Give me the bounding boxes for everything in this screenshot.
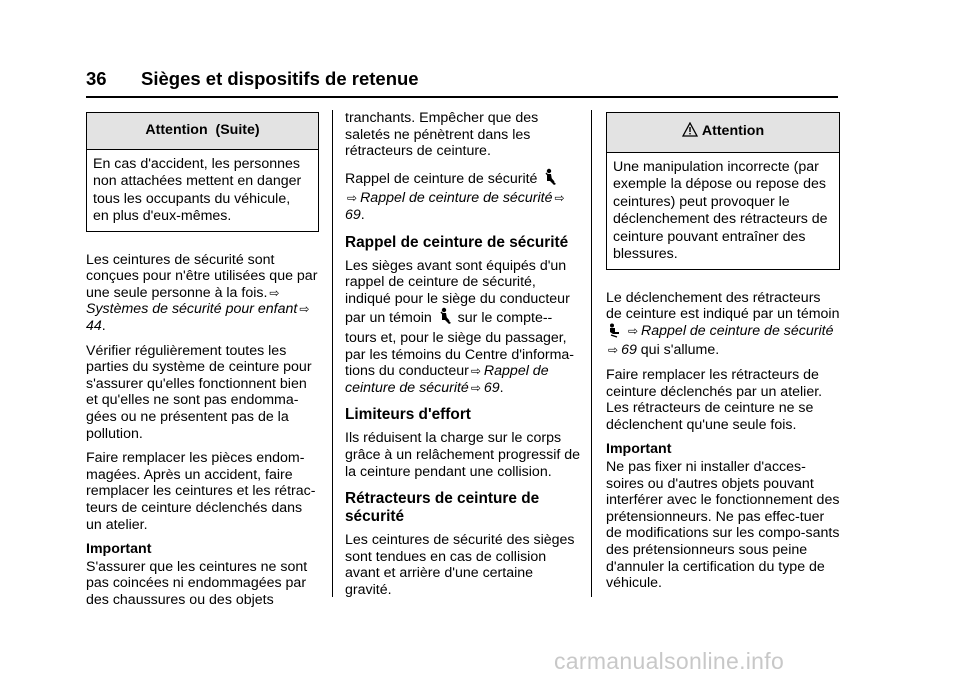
- paragraph: Les ceintures de sécurité des sièges sont tendues en cas de collision avant et arrière d'une certaine gravité.: [345, 532, 575, 598]
- important-label: Important: [86, 541, 152, 558]
- page-header: [86, 68, 838, 90]
- paragraph: tranchants. Empêcher que des saletés ne pénètrent dans les rétracteurs de ceinture.: [345, 110, 539, 160]
- arrow-ref-icon: ⇨: [347, 191, 358, 206]
- seatbelt-icon: [438, 307, 452, 330]
- important-label: Important: [606, 441, 672, 458]
- paragraph-text: Le déclenchement des rétracteurs de ceinture est indiqué par un témoin: [606, 289, 840, 323]
- paragraph: Ils réduisent la charge sur le corps grâce à un relâchement progressif de la ceinture pendant une collision.: [345, 430, 581, 480]
- attention-line: Une manipulation incorrecte (par: [613, 158, 819, 175]
- paragraph: Faire remplacer les pièces endom-magées. Après un accident, faire remplacer les ceintures et les rétrac-teurs de ceinture déclenchés dans un atelier.: [86, 450, 316, 533]
- page-number: 36: [86, 68, 107, 89]
- section-heading: Rétracteurs de ceinture de sécurité: [345, 490, 540, 526]
- arrow-ref-icon: ⇨: [299, 302, 310, 317]
- cross-reference-link[interactable]: Systèmes de sécurité pour enfant: [86, 301, 298, 318]
- attention-box: [606, 112, 840, 270]
- paragraph-text: sur le compte--tours et, pour le siège du passager, par les témoins du Centre d'informa-tions du conducteur: [345, 310, 575, 380]
- paragraph-text: Les sièges avant sont équipés d'un rappel de ceinture de sécurité, indiqué pour le siège du conducteur par un témoin: [345, 257, 570, 327]
- paragraph: Les sièges avant sont équipés d'un rappel de ceinture de sécurité, indiqué pour le siège du conducteur par un témoin sur le compte--tours et, pour le siège du passager, par les témoins du Centre d'informa-tions du conducteur ⇨ Rappel de ceinture de sécurité ⇨ 69.: [345, 257, 575, 396]
- paragraph-text: Les ceintures de sécurité sont conçues pour n'être utilisées que par une seule personne à la fois.: [86, 251, 318, 301]
- paragraph-text: Rappel de ceinture de sécurité: [345, 170, 538, 187]
- header-rule: [86, 96, 838, 98]
- cross-reference-page[interactable]: 69: [345, 206, 361, 223]
- attention-box-body: [87, 150, 318, 231]
- column-divider: [332, 110, 333, 597]
- pretensioner-icon: [608, 323, 620, 343]
- attention-line: tous les occupants du véhicule,: [93, 190, 291, 207]
- cross-reference-page[interactable]: 69: [621, 342, 637, 359]
- attention-line: en plus d'eux-mêmes.: [93, 208, 232, 225]
- seatbelt-icon: [543, 168, 557, 191]
- attention-line: En cas d'accident, les personnes: [93, 155, 300, 172]
- attention-box-title: [607, 113, 839, 153]
- arrow-ref-icon: ⇨: [554, 191, 565, 206]
- arrow-ref-icon: ⇨: [470, 364, 481, 379]
- paragraph: Ne pas fixer ni installer d'acces-soires ou d'autres objets pouvant interférer avec le fonctionnement des prétensionneurs. Ne pas effec-tuer de modifications sur les compo-sants des prétensionneurs sous peine d'annuler la certification du type de véhicule.: [606, 458, 840, 592]
- attention-box-title: Attention (Suite): [87, 113, 318, 150]
- attention-box: [86, 112, 319, 232]
- attention-line: ceintures) peut provoquer le: [613, 193, 790, 210]
- cross-reference-page[interactable]: 44: [86, 317, 102, 334]
- attention-line: exemple la dépose ou repose des: [613, 176, 826, 193]
- paragraph: S'assurer que les ceintures ne sont pas coincées ni endommagées par des chaussures ou des objets: [86, 558, 308, 608]
- arrow-ref-icon: ⇨: [269, 285, 280, 300]
- warning-icon: [682, 122, 698, 142]
- column-1: [86, 112, 319, 616]
- page-title: Sièges et dispositifs de retenue: [141, 68, 419, 89]
- attention-box-title-text: Attention: [701, 123, 765, 139]
- arrow-ref-icon: ⇨: [470, 380, 481, 395]
- column-2: [345, 110, 582, 606]
- attention-line: ceinture pouvant entraîner des: [613, 228, 806, 245]
- watermark: carmanualsonline.info: [554, 648, 785, 674]
- section-heading: Rappel de ceinture de sécurité: [345, 233, 569, 251]
- paragraph: Vérifier régulièrement toutes les parties du système de ceinture pour s'assurer qu'elles fonctionnent bien et qu'elles ne sont pas endomma-gées ou ne présentent pas de la pollution.: [86, 342, 312, 442]
- column-3: [606, 112, 840, 600]
- arrow-ref-icon: ⇨: [608, 343, 619, 358]
- paragraph-text: qui s'allume.: [640, 342, 720, 359]
- attention-line: non attachées mettent en danger: [93, 173, 302, 190]
- attention-box-body: [607, 153, 839, 269]
- paragraph: Les ceintures de sécurité sont conçues pour n'être utilisées que par une seule personne à la fois. ⇨Systèmes de sécurité pour enfant ⇨44.: [86, 251, 318, 334]
- column-divider: [591, 110, 592, 597]
- arrow-ref-icon: ⇨: [627, 323, 639, 338]
- paragraph: Faire remplacer les rétracteurs de ceinture déclenchés par un atelier. Les rétracteurs de ceinture ne se déclenchent qu'une seule fois.: [606, 366, 823, 433]
- attention-line: déclenchement des rétracteurs de: [613, 211, 828, 228]
- paragraph: [606, 290, 840, 359]
- cross-reference-link[interactable]: Rappel de ceinture de sécurité: [345, 363, 549, 396]
- attention-line: blessures.: [613, 246, 678, 263]
- paragraph: Rappel de ceinture de sécurité ⇨ Rappel de ceinture de sécurité ⇨69.: [345, 168, 582, 224]
- cross-reference-link[interactable]: Rappel de ceinture de sécurité: [641, 322, 834, 339]
- cross-reference-page[interactable]: 69: [483, 379, 500, 396]
- section-heading: Limiteurs d'effort: [345, 406, 471, 424]
- cross-reference-link[interactable]: Rappel de ceinture de sécurité: [360, 190, 553, 207]
